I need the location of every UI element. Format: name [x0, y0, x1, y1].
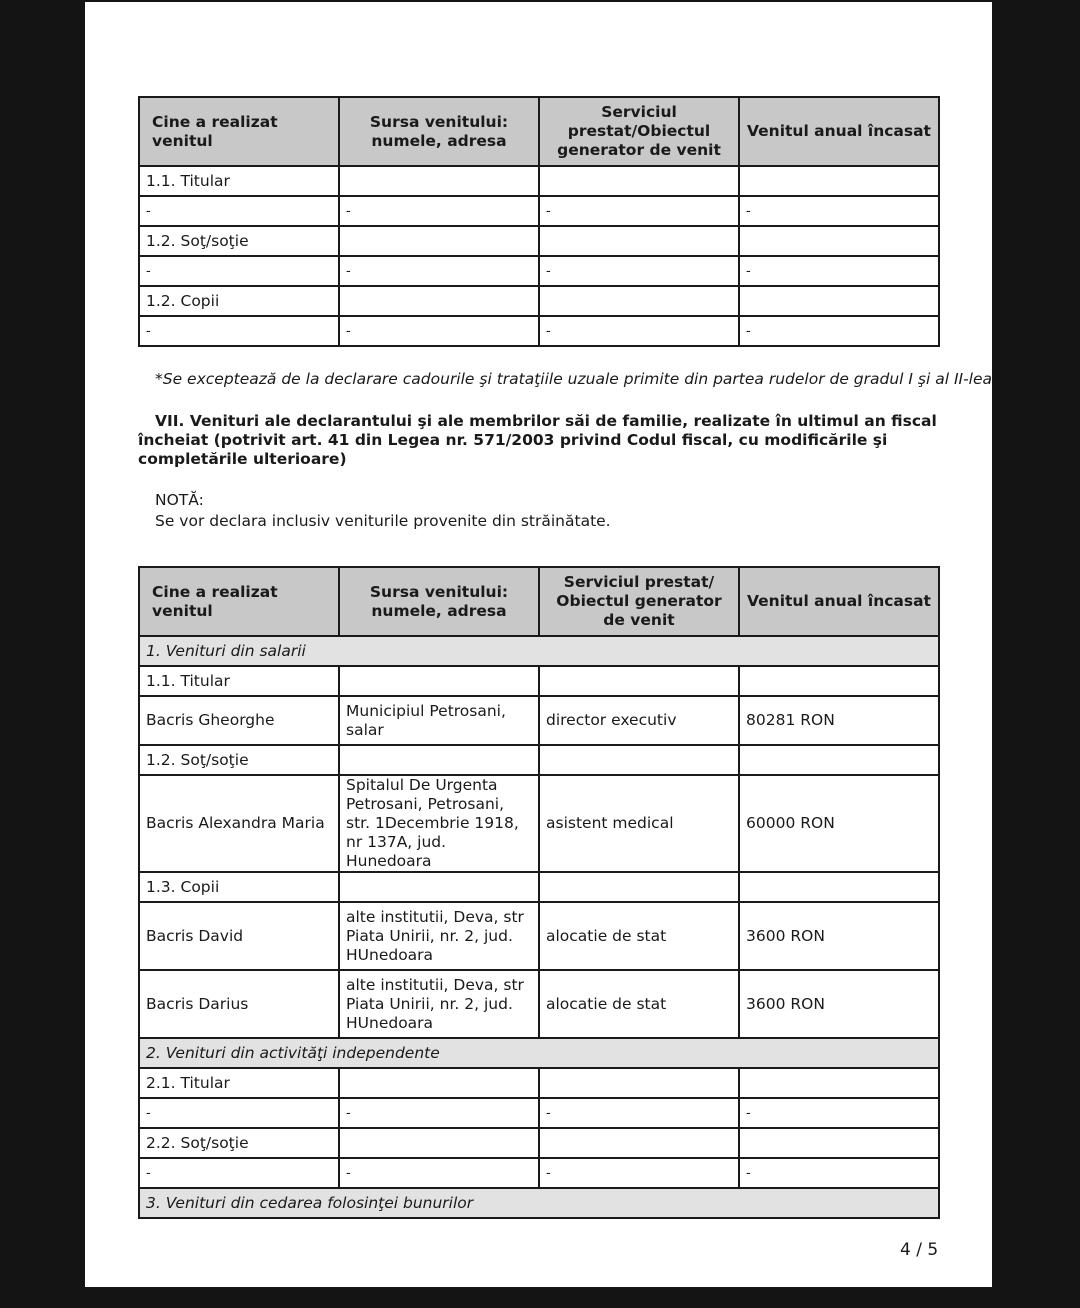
cell — [339, 745, 539, 775]
table-row — [139, 1068, 939, 1098]
cell: 3600 RON — [739, 902, 939, 970]
cell — [739, 286, 939, 316]
table-row — [139, 1098, 939, 1128]
table-row — [139, 970, 939, 1038]
cell — [339, 666, 539, 696]
header-who: Cine a realizat venitul — [139, 567, 339, 636]
cell: - — [139, 256, 339, 286]
cell: - — [339, 256, 539, 286]
cell: alte institutii, Deva, str Piata Unirii, nr. 2, jud. HUnedoara — [339, 902, 539, 970]
section-salaries: 1. Venituri din salarii — [139, 636, 939, 666]
section-row — [139, 636, 939, 666]
cell — [739, 745, 939, 775]
table-row — [139, 1128, 939, 1158]
cell: 1.2. Soţ/soţie — [139, 226, 339, 256]
table-row — [139, 775, 939, 872]
cell: - — [739, 316, 939, 346]
cell — [339, 166, 539, 196]
header-service: Serviciul prestat/ Obiectul generator de venit — [539, 567, 739, 636]
table-header-row — [139, 97, 939, 166]
cell: - — [539, 196, 739, 226]
table-row — [139, 226, 939, 256]
cell: - — [139, 316, 339, 346]
table-header-row — [139, 567, 939, 636]
cell: Bacris David — [139, 902, 339, 970]
cell — [739, 666, 939, 696]
cell — [739, 1068, 939, 1098]
header-source: Sursa venitului: numele, adresa — [339, 97, 539, 166]
cell: 80281 RON — [739, 696, 939, 745]
cell — [539, 1128, 739, 1158]
cell: alocatie de stat — [539, 902, 739, 970]
cell — [339, 1128, 539, 1158]
cell: - — [339, 196, 539, 226]
cell: - — [739, 256, 939, 286]
nota-text: Se vor declara inclusiv veniturile provenite din străinătate. — [155, 512, 611, 530]
footnote: *Se exceptează de la declarare cadourile şi trataţiile uzuale primite din partea rudelor de gradul I şi al II-lea. — [155, 370, 997, 388]
cell — [539, 666, 739, 696]
cell: - — [739, 1098, 939, 1128]
cell: Municipiul Petrosani, salar — [339, 696, 539, 745]
table-row — [139, 872, 939, 902]
cell — [339, 226, 539, 256]
cell: 1.1. Titular — [139, 666, 339, 696]
cell: - — [539, 316, 739, 346]
table-row — [139, 902, 939, 970]
cell: alte institutii, Deva, str Piata Unirii, nr. 2, jud. HUnedoara — [339, 970, 539, 1038]
document-page — [85, 2, 997, 1287]
cell — [339, 286, 539, 316]
header-service: Serviciul prestat/Obiectul generator de venit — [539, 97, 739, 166]
cell: 1.2. Copii — [139, 286, 339, 316]
cell: asistent medical — [539, 775, 739, 872]
cell — [339, 1068, 539, 1098]
table-row — [139, 256, 939, 286]
page-number: 4 / 5 — [900, 1240, 939, 1260]
cell: - — [139, 1158, 339, 1188]
cell: - — [339, 1158, 539, 1188]
cell: Spitalul De Urgenta Petrosani, Petrosani, str. 1Decembrie 1918, nr 137A, jud. Hunedoara — [339, 775, 539, 872]
cell — [539, 1068, 739, 1098]
table-row — [139, 696, 939, 745]
cell: Bacris Gheorghe — [139, 696, 339, 745]
cell — [739, 166, 939, 196]
cell: 60000 RON — [739, 775, 939, 872]
header-who: Cine a realizat venitul — [139, 97, 339, 166]
header-income: Venitul anual încasat — [739, 567, 939, 636]
cell — [339, 872, 539, 902]
table-income-annual — [138, 566, 940, 1219]
nota-label: NOTĂ: — [155, 491, 204, 509]
cell: 1.2. Soţ/soţie — [139, 745, 339, 775]
cell: Bacris Alexandra Maria — [139, 775, 339, 872]
table-income-gifts — [138, 96, 940, 347]
cell: 1.1. Titular — [139, 166, 339, 196]
cell — [539, 286, 739, 316]
cell: - — [339, 1098, 539, 1128]
cell — [539, 166, 739, 196]
cell — [739, 1128, 939, 1158]
header-income: Venitul anual încasat — [739, 97, 939, 166]
section-property-use: 3. Venituri din cedarea folosinţei bunurilor — [139, 1188, 939, 1218]
cell: - — [539, 1158, 739, 1188]
section-title: VII. Venituri ale declarantului şi ale membrilor săi de familie, realizate în ultimul an fiscal încheiat (potrivit art. 41 din Legea nr. 571/2003 privind Codul fiscal, cu modificările şi completările ulterioare) — [138, 412, 937, 468]
header-source: Sursa venitului: numele, adresa — [339, 567, 539, 636]
cell: - — [339, 316, 539, 346]
cell: - — [739, 196, 939, 226]
cell: - — [139, 196, 339, 226]
table-row — [139, 1158, 939, 1188]
cell — [539, 745, 739, 775]
table-row — [139, 166, 939, 196]
cell: - — [139, 1098, 339, 1128]
table-row — [139, 196, 939, 226]
cell: - — [739, 1158, 939, 1188]
cell — [539, 872, 739, 902]
cell: 1.3. Copii — [139, 872, 339, 902]
cell — [539, 226, 739, 256]
table-row — [139, 666, 939, 696]
cell: alocatie de stat — [539, 970, 739, 1038]
cell: director executiv — [539, 696, 739, 745]
cell: 2.1. Titular — [139, 1068, 339, 1098]
table-row — [139, 286, 939, 316]
table-row — [139, 316, 939, 346]
cell — [739, 226, 939, 256]
cell: Bacris Darius — [139, 970, 339, 1038]
section-independent: 2. Venituri din activităţi independente — [139, 1038, 939, 1068]
cell: - — [539, 1098, 739, 1128]
section-row — [139, 1038, 939, 1068]
table-row — [139, 745, 939, 775]
cell: 2.2. Soţ/soţie — [139, 1128, 339, 1158]
cell — [739, 872, 939, 902]
cell: 3600 RON — [739, 970, 939, 1038]
section-row — [139, 1188, 939, 1218]
cell: - — [539, 256, 739, 286]
